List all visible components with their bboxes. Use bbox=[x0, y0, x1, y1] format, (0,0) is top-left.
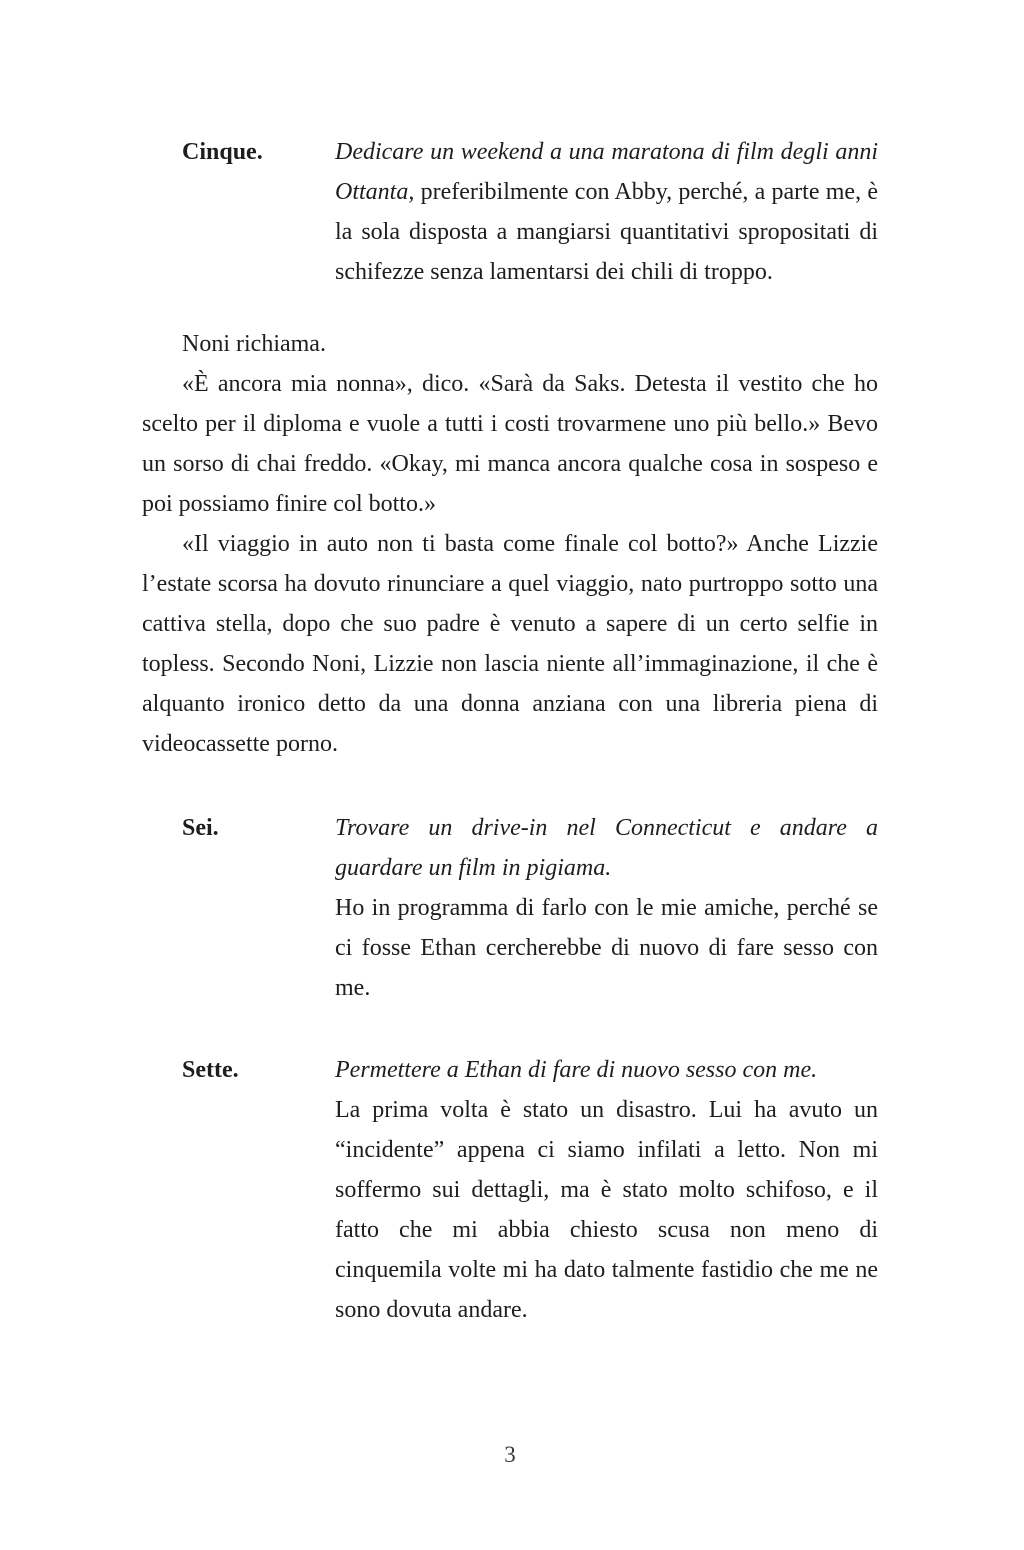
item-body-text bbox=[335, 808, 878, 1008]
item-body-text bbox=[335, 1050, 878, 1330]
list-item-sette bbox=[142, 1050, 878, 1330]
item-number-label: Sette. bbox=[182, 1057, 239, 1083]
narrative-paragraphs bbox=[142, 324, 878, 764]
item-regular-followup: La prima volta è stato un disastro. Lui ha avuto un “incidente” appena ci siamo infilati a letto. Non mi soffermo sui dettagli, ma è stato molto schifoso, e il fatto che mi abbia chiesto scusa non meno di cinquemila volte mi ha dato talmente fastidio che me ne sono dovuta andare. bbox=[335, 1097, 878, 1323]
paragraph: «È ancora mia nonna», dico. «Sarà da Saks. Detesta il vestito che ho scelto per il diploma e vuole a tutti i costi trovarmene uno più bello.» Bevo un sorso di chai freddo. «Okay, mi manca ancora qualche cosa in sospeso e poi possiamo finire col botto.» bbox=[142, 371, 878, 517]
list-item-sei bbox=[142, 808, 878, 1008]
item-regular-continuation: preferibilmente con Abby, perché, a parte me, è la sola disposta a mangiarsi quantitativi spropositati di schifezze senza lamentarsi dei chili di troppo. bbox=[335, 179, 878, 285]
item-italic-lead: Dedicare un weekend a una maratona di film degli anni Ottanta, bbox=[335, 139, 878, 205]
item-number-label: Cinque. bbox=[182, 139, 263, 165]
item-regular-followup: Ho in programma di farlo con le mie amiche, perché se ci fosse Ethan cercherebbe di nuovo di fare sesso con me. bbox=[335, 895, 878, 1001]
item-body-text bbox=[335, 132, 878, 292]
item-italic-lead: Trovare un drive-in nel Connecticut e andare a guardare un film in pigiama. bbox=[335, 815, 878, 881]
item-italic-lead: Permettere a Ethan di fare di nuovo sesso con me. bbox=[335, 1057, 818, 1083]
paragraph: «Il viaggio in auto non ti basta come finale col botto?» Anche Lizzie l’estate scorsa ha dovuto rinunciare a quel viaggio, nato purtroppo sotto una cattiva stella, dopo che suo padre è venuto a sapere di un certo selfie in topless. Secondo Noni, Lizzie non lascia niente all’immaginazione, il che è alquanto ironico detto da una donna anziana con una libreria piena di videocassette porno. bbox=[142, 531, 878, 757]
page-content bbox=[142, 0, 878, 1330]
page-number: 3 bbox=[504, 1442, 516, 1467]
item-number-label: Sei. bbox=[182, 815, 219, 841]
list-item-cinque bbox=[142, 132, 878, 292]
paragraph: Noni richiama. bbox=[182, 331, 326, 357]
